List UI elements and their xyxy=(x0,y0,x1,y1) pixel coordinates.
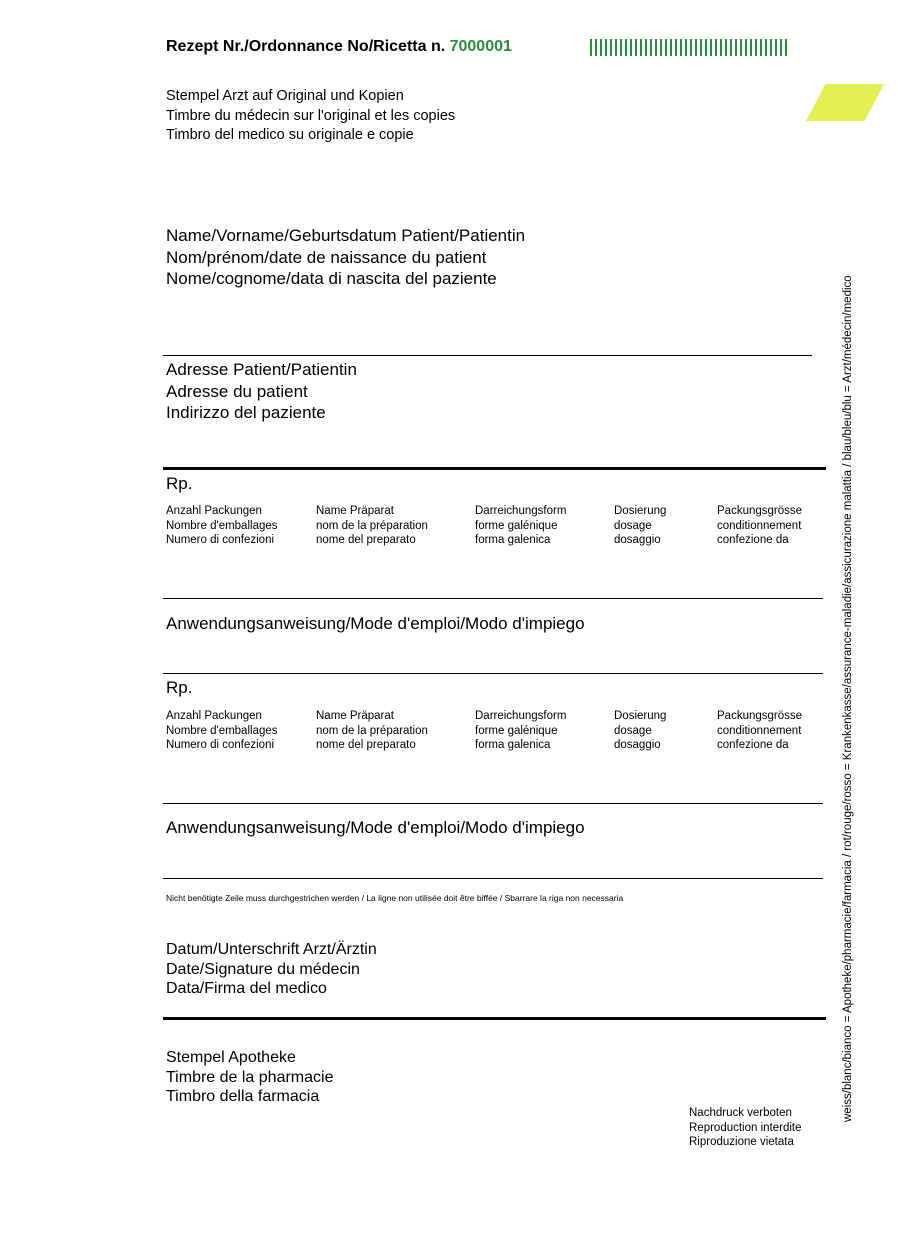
divider xyxy=(163,355,812,356)
column-label: Numero di confezioni xyxy=(166,534,275,546)
column-label: Darreichungsform xyxy=(475,505,567,517)
column-label: confezione da xyxy=(717,739,789,751)
divider xyxy=(163,598,823,599)
color-tag xyxy=(806,84,884,121)
divider xyxy=(163,878,823,879)
usage-instructions-label: Anwendungsanweisung/Mode d'emploi/Modo d'impiego xyxy=(166,818,585,837)
column-label: dosage xyxy=(614,519,652,532)
column-label: dosaggio xyxy=(614,739,661,751)
reproduction-label-de: Nachdruck verboten xyxy=(689,1107,792,1119)
column-label: Packungsgrösse xyxy=(717,710,803,722)
patient-name-label-it: Nome/cognome/data di nascita del paziente xyxy=(166,269,497,288)
column-label: dosaggio xyxy=(614,534,661,546)
divider xyxy=(163,467,826,470)
column-package-size xyxy=(717,504,802,548)
rp-label: Rp. xyxy=(166,678,193,697)
column-preparation xyxy=(316,504,428,548)
column-label: confezione da xyxy=(717,534,789,546)
prescription-number-label: Rezept Nr./Ordonnance No/Ricetta n. xyxy=(166,38,446,55)
column-label: forma galenica xyxy=(475,739,551,751)
column-label: Darreichungsform xyxy=(475,710,567,722)
column-label: nom de la préparation xyxy=(316,519,428,532)
strike-unused-note: Nicht benötigte Zeile muss durchgestrichen werden / La ligne non utilisée doit être biffée / Sbarrare la riga non necessaria xyxy=(166,893,624,903)
doctor-stamp-label-fr: Timbre du médecin sur l'original et les copies xyxy=(166,107,456,124)
rp-label: Rp. xyxy=(166,474,193,493)
signature-section xyxy=(166,940,377,999)
column-label: forme galénique xyxy=(475,724,558,737)
column-label: dosage xyxy=(614,724,652,737)
column-label: Nombre d'emballages xyxy=(166,724,278,737)
doctor-stamp-label-it: Timbro del medico su originale e copie xyxy=(166,127,414,143)
patient-address-label-de: Adresse Patient/Patientin xyxy=(166,360,357,379)
column-label: Dosierung xyxy=(614,505,667,517)
column-preparation xyxy=(316,709,428,753)
patient-address-section xyxy=(166,359,357,424)
divider xyxy=(163,1017,826,1020)
column-label: Packungsgrösse xyxy=(717,505,803,517)
column-label: Anzahl Packungen xyxy=(166,505,262,517)
prescription-number-header xyxy=(166,38,512,56)
column-label: nome del preparato xyxy=(316,534,416,546)
column-form xyxy=(475,709,566,753)
copy-distribution-legend: weiss/blanc/bianco = Apotheke/pharmacie/farmacia / rot/rouge/rosso = Krankenkasse/assurance-maladie/assicurazione malattia / blau/bleu/blu = Arzt/médecin/medico xyxy=(842,275,854,1122)
column-label: Name Präparat xyxy=(316,710,394,722)
signature-label-fr: Date/Signature du médecin xyxy=(166,960,360,978)
divider xyxy=(163,673,823,674)
column-label: Name Präparat xyxy=(316,505,394,517)
column-label: forme galénique xyxy=(475,519,558,532)
usage-instructions-label: Anwendungsanweisung/Mode d'emploi/Modo d'impiego xyxy=(166,614,585,633)
patient-name-section xyxy=(166,225,525,290)
patient-address-label-fr: Adresse du patient xyxy=(166,381,308,401)
patient-name-label-de: Name/Vorname/Geburtsdatum Patient/Patientin xyxy=(166,226,526,245)
column-dosage xyxy=(614,709,666,753)
pharmacy-stamp-section xyxy=(166,1048,333,1107)
column-dosage xyxy=(614,504,666,548)
column-label: conditionnement xyxy=(717,724,802,737)
pharmacy-stamp-label-fr: Timbre de la pharmacie xyxy=(166,1068,334,1086)
column-label: nom de la préparation xyxy=(316,724,428,737)
barcode xyxy=(590,39,788,56)
column-quantity xyxy=(166,709,278,753)
column-label: nome del preparato xyxy=(316,739,416,751)
reproduction-label-it: Riproduzione vietata xyxy=(689,1136,794,1148)
pharmacy-stamp-label-it: Timbro della farmacia xyxy=(166,1088,320,1105)
column-label: forma galenica xyxy=(475,534,551,546)
divider xyxy=(163,803,823,804)
reproduction-notice xyxy=(689,1106,802,1150)
column-form xyxy=(475,504,566,548)
patient-name-label-fr: Nom/prénom/date de naissance du patient xyxy=(166,247,487,267)
doctor-stamp-section xyxy=(166,87,455,146)
patient-address-label-it: Indirizzo del paziente xyxy=(166,403,326,422)
pharmacy-stamp-label-de: Stempel Apotheke xyxy=(166,1049,296,1066)
column-label: Nombre d'emballages xyxy=(166,519,278,532)
doctor-stamp-label-de: Stempel Arzt auf Original und Kopien xyxy=(166,88,404,104)
signature-label-de: Datum/Unterschrift Arzt/Ärztin xyxy=(166,941,377,958)
column-quantity xyxy=(166,504,278,548)
column-label: conditionnement xyxy=(717,519,802,532)
column-label: Numero di confezioni xyxy=(166,739,275,751)
prescription-number: 7000001 xyxy=(449,38,512,55)
column-package-size xyxy=(717,709,802,753)
signature-label-it: Data/Firma del medico xyxy=(166,980,327,997)
column-label: Anzahl Packungen xyxy=(166,710,262,722)
reproduction-label-fr: Reproduction interdite xyxy=(689,1121,802,1134)
column-label: Dosierung xyxy=(614,710,667,722)
